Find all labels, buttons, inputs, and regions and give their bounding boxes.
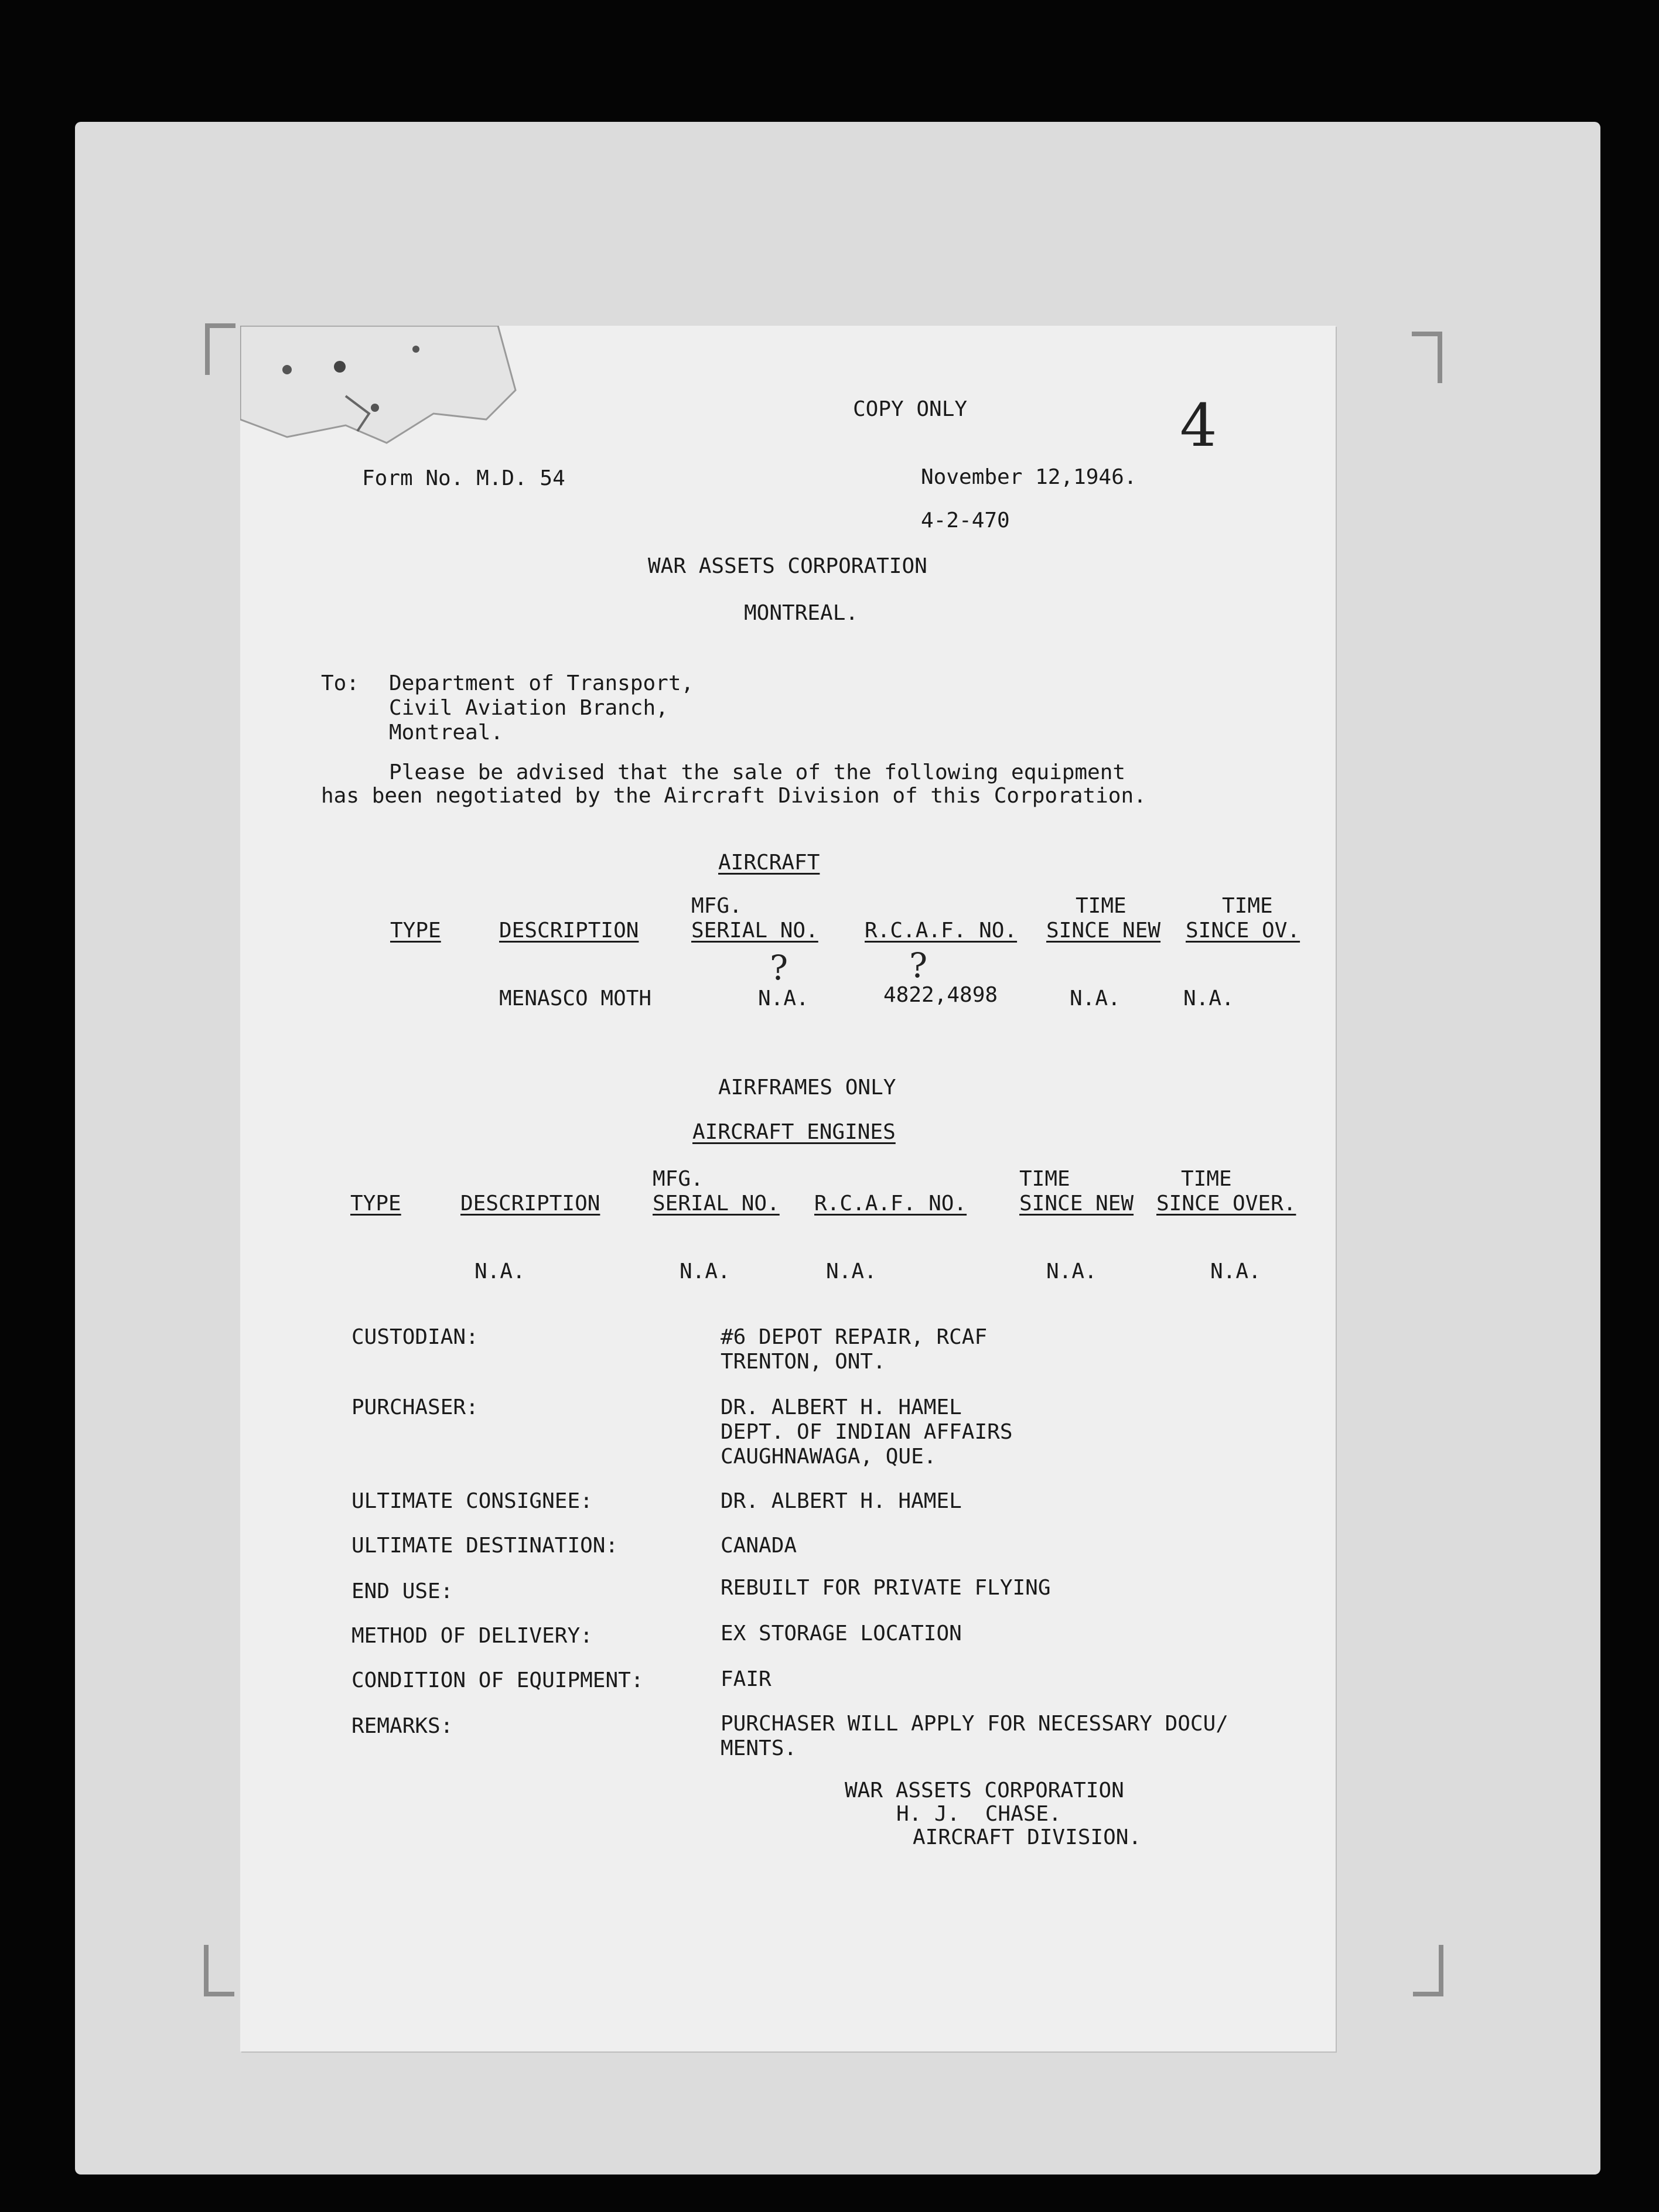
aircraft-header-description: DESCRIPTION — [499, 919, 639, 943]
value-line: #6 DEPOT REPAIR, RCAF — [721, 1325, 988, 1349]
purchaser-label: PURCHASER: — [351, 1395, 479, 1419]
aircraft-time-since-new: N.A. — [1070, 986, 1121, 1011]
delivery-method-label: METHOD OF DELIVERY: — [351, 1624, 593, 1648]
query-mark: ? — [909, 945, 928, 985]
aircraft-header-mfg: MFG. — [691, 894, 742, 918]
end-use-label: END USE: — [351, 1579, 453, 1603]
destination-value: CANADA — [721, 1534, 797, 1558]
delivery-method-value: EX STORAGE LOCATION — [721, 1622, 962, 1646]
address-line: Montreal. — [389, 721, 504, 745]
aircraft-header-rcaf: R.C.A.F. NO. — [865, 919, 1018, 943]
engines-header-since-over: SINCE OVER. — [1156, 1192, 1296, 1216]
address-line: Civil Aviation Branch, — [389, 696, 668, 720]
custodian-label: CUSTODIAN: — [351, 1325, 479, 1349]
crop-mark-top-right — [1412, 332, 1442, 383]
airframes-only-note: AIRFRAMES ONLY — [718, 1076, 896, 1100]
purchaser-value — [721, 1395, 1013, 1469]
to-label: To: — [321, 671, 360, 695]
signature-division: AIRCRAFT DIVISION. — [913, 1825, 1142, 1849]
aircraft-section-title: AIRCRAFT — [718, 851, 820, 875]
value-line: DR. ALBERT H. HAMEL — [721, 1395, 962, 1419]
condition-value: FAIR — [721, 1667, 772, 1691]
handwritten-page-number: 4 — [1180, 391, 1217, 460]
end-use-value: REBUILT FOR PRIVATE FLYING — [721, 1576, 1051, 1600]
engine-time-since-new: N.A. — [1046, 1259, 1097, 1283]
crop-mark-bottom-right — [1413, 1945, 1443, 1996]
aircraft-header-since-new: SINCE NEW — [1046, 919, 1161, 943]
aircraft-serial: N.A. — [758, 986, 809, 1011]
engine-serial: N.A. — [680, 1259, 730, 1283]
signature-name: H. J. CHASE. — [896, 1802, 1061, 1826]
engines-header-time: TIME — [1019, 1167, 1070, 1191]
value-line: DEPT. OF INDIAN AFFAIRS — [721, 1420, 1013, 1444]
destination-label: ULTIMATE DESTINATION: — [351, 1534, 619, 1558]
value-line: TRENTON, ONT. — [721, 1350, 886, 1374]
aircraft-header-serial: SERIAL NO. — [691, 919, 818, 943]
aircraft-rcaf-numbers: 4822,4898 — [883, 983, 998, 1007]
aircraft-time-since-ov: N.A. — [1183, 986, 1234, 1011]
consignee-value: DR. ALBERT H. HAMEL — [721, 1489, 962, 1513]
aircraft-header-type: TYPE — [390, 919, 441, 943]
document-page — [240, 326, 1336, 2051]
engine-description: N.A. — [475, 1259, 525, 1283]
engines-section-title: AIRCRAFT ENGINES — [692, 1120, 896, 1144]
signature-organization: WAR ASSETS CORPORATION — [845, 1779, 1124, 1803]
engines-header-mfg: MFG. — [653, 1167, 704, 1191]
intro-line: Please be advised that the sale of the following equipment — [389, 760, 1126, 784]
crop-mark-bottom-left — [204, 1945, 234, 1996]
document-date: November 12,1946. — [921, 465, 1137, 489]
engines-header-serial: SERIAL NO. — [653, 1192, 780, 1216]
condition-label: CONDITION OF EQUIPMENT: — [351, 1668, 644, 1692]
reference-number: 4-2-470 — [921, 508, 1010, 532]
remarks-value — [721, 1712, 1228, 1761]
crop-mark-top-left — [205, 323, 235, 375]
custodian-value — [721, 1325, 987, 1374]
form-number: Form No. M.D. 54 — [362, 466, 565, 490]
engines-header-time: TIME — [1181, 1167, 1232, 1191]
consignee-label: ULTIMATE CONSIGNEE: — [351, 1489, 593, 1513]
value-line: MENTS. — [721, 1736, 797, 1760]
address-line: Department of Transport, — [389, 671, 694, 695]
engine-time-since-over: N.A. — [1210, 1259, 1261, 1283]
remarks-label: REMARKS: — [351, 1714, 453, 1738]
organization-city: MONTREAL. — [744, 601, 859, 625]
aircraft-header-since-ov: SINCE OV. — [1186, 919, 1300, 943]
engines-header-since-new: SINCE NEW — [1019, 1192, 1134, 1216]
engines-header-description: DESCRIPTION — [460, 1192, 600, 1216]
engine-rcaf: N.A. — [826, 1259, 877, 1283]
address-block — [389, 671, 694, 745]
organization-name: WAR ASSETS CORPORATION — [648, 554, 927, 578]
copy-only-label: COPY ONLY — [853, 397, 968, 421]
intro-line: has been negotiated by the Aircraft Division of this Corporation. — [321, 784, 1146, 808]
aircraft-description: MENASCO MOTH — [499, 986, 652, 1011]
engines-header-type: TYPE — [350, 1192, 401, 1216]
value-line: PURCHASER WILL APPLY FOR NECESSARY DOCU/ — [721, 1712, 1228, 1736]
aircraft-header-time: TIME — [1222, 894, 1273, 918]
engines-header-rcaf: R.C.A.F. NO. — [814, 1192, 967, 1216]
query-mark: ? — [770, 948, 788, 988]
aircraft-header-time: TIME — [1076, 894, 1127, 918]
value-line: CAUGHNAWAGA, QUE. — [721, 1445, 937, 1469]
